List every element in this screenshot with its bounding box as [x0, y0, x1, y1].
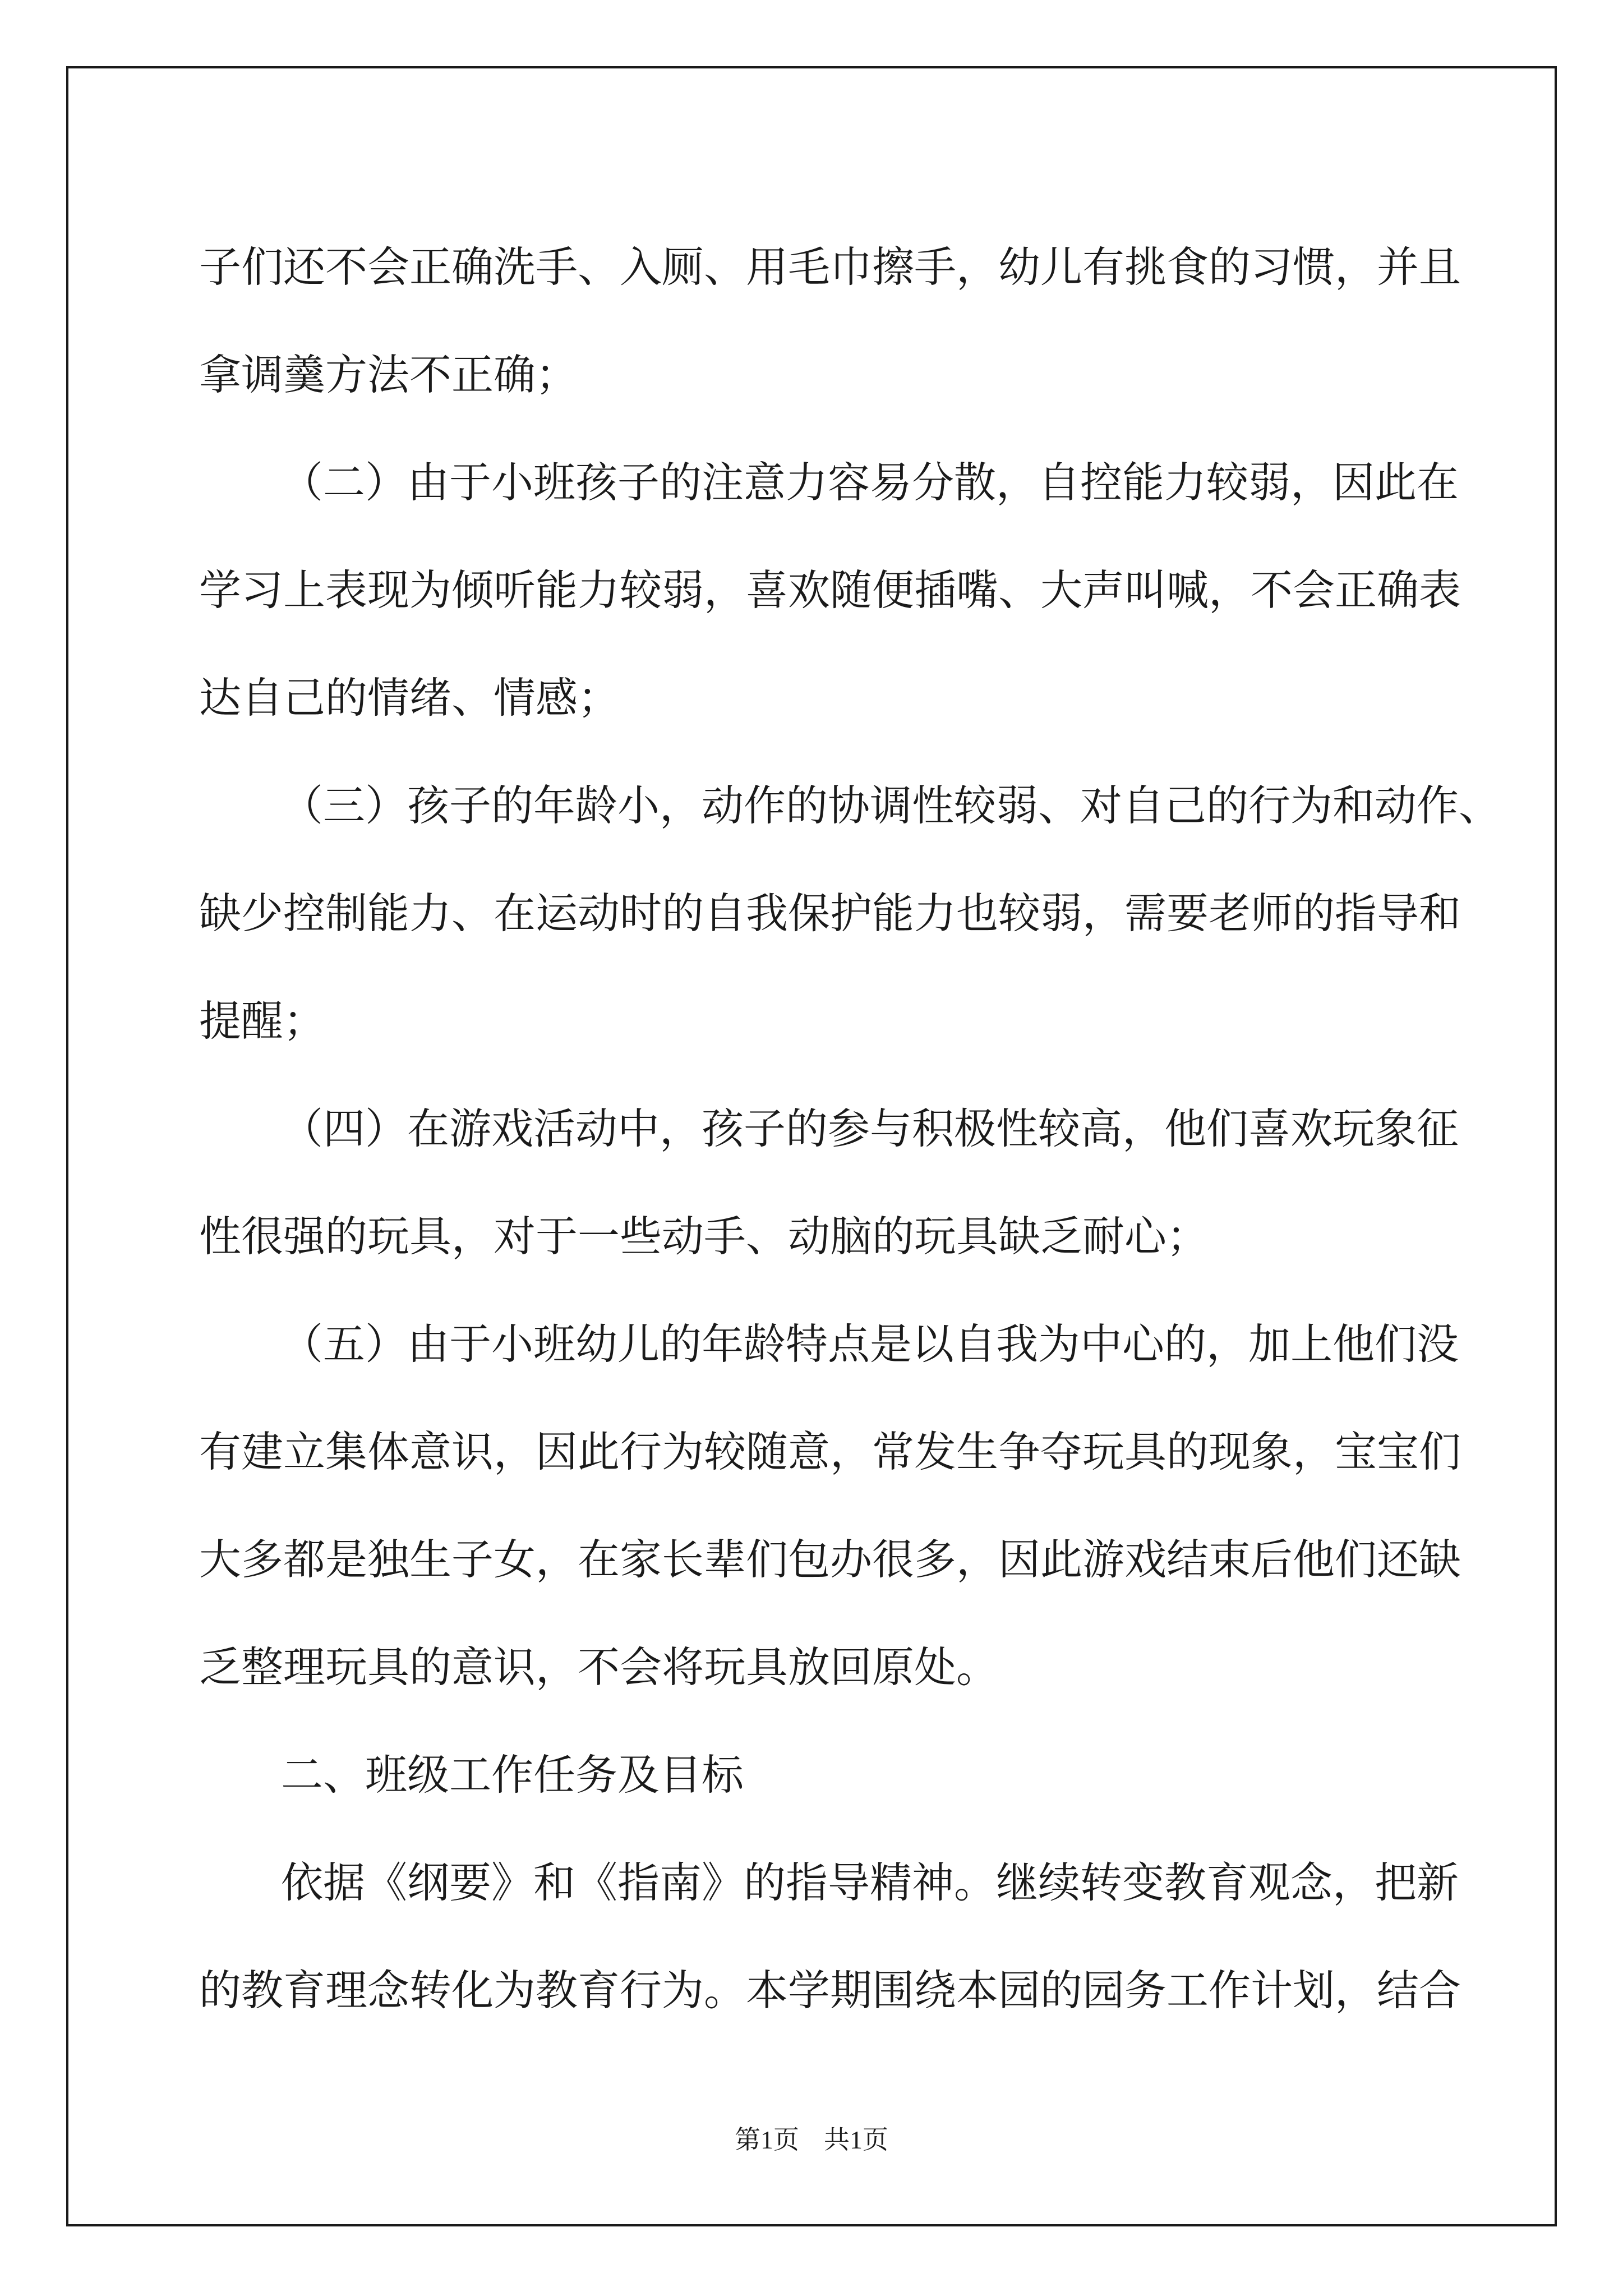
text-line: （三）孩子的年龄小，动作的协调性较弱、对自己的行为和动作、 — [281, 781, 1501, 830]
text-line: 达自己的情绪、情感； — [199, 673, 620, 723]
text-line: 缺少控制能力、在运动时的自我保护能力也较弱，需要老师的指导和 — [199, 889, 1461, 938]
page-number: 第1页 — [735, 2125, 799, 2154]
text-line: 的教育理念转化为教育行为。本学期围绕本园的园务工作计划，结合 — [199, 1966, 1461, 2015]
text-line: 性很强的玩具，对于一些动手、动脑的玩具缺乏耐心； — [199, 1212, 1209, 1261]
text-line: 依据《纲要》和《指南》的指导精神。继续转变教育观念，把新 — [281, 1858, 1459, 1907]
page-total: 共1页 — [824, 2125, 888, 2154]
text-line: （四）在游戏活动中，孩子的参与积极性较高，他们喜欢玩象征 — [281, 1104, 1459, 1153]
text-line: 乏整理玩具的意识，不会将玩具放回原处。 — [199, 1642, 999, 1692]
text-line: 大多都是独生子女，在家长辈们包办很多，因此游戏结束后他们还缺 — [199, 1535, 1461, 1584]
document-body — [199, 213, 1501, 2044]
text-line: 子们还不会正确洗手、入厕、用毛巾擦手，幼儿有挑食的习惯，并且 — [199, 242, 1461, 292]
text-line: 提醒； — [199, 996, 326, 1046]
text-line: 学习上表现为倾听能力较弱，喜欢随便插嘴、大声叫喊，不会正确表 — [199, 565, 1461, 615]
page-footer — [0, 2119, 1623, 2156]
text-line: （二）由于小班孩子的注意力容易分散，自控能力较弱，因此在 — [281, 458, 1459, 507]
text-line: （五）由于小班幼儿的年龄特点是以自我为中心的，加上他们没 — [281, 1319, 1459, 1369]
text-line: 二、班级工作任务及目标 — [281, 1750, 744, 1800]
text-line: 拿调羹方法不正确； — [199, 350, 578, 399]
text-line: 有建立集体意识，因此行为较随意，常发生争夺玩具的现象，宝宝们 — [199, 1427, 1461, 1476]
